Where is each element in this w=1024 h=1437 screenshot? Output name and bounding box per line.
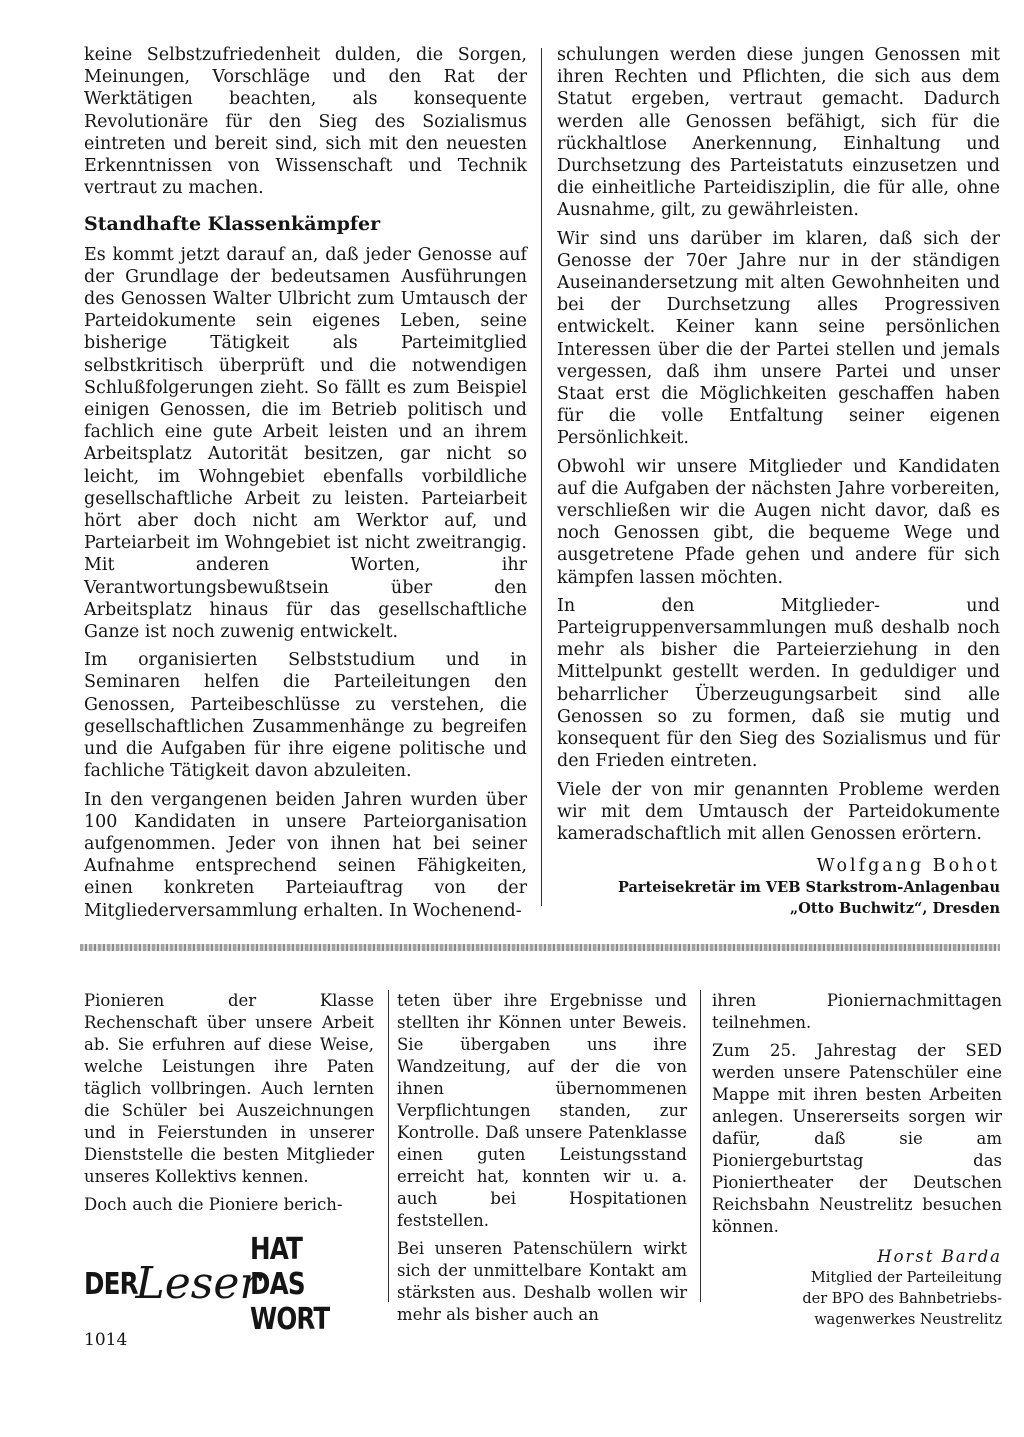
letter-column-2 (397, 990, 687, 1332)
article-paragraph: keine Selbstzufriedenheit dulden, die Sorgen, Meinungen, Vorschläge und den Rat der Werktätigen beachten, als konsequente Revolutionäre für den Sieg des Sozialismus eintreten und bereit sind, sich mit den neuesten Erkenntnissen von Wissenschaft und Technik vertraut zu machen. (84, 45, 527, 199)
article-paragraph: Es kommt jetzt darauf an, daß jeder Genosse auf der Grundlage der bedeutsamen Ausführungen des Genossen Walter Ulbricht zum Umtausch der Parteidokumente sein eigenes Leben, seine bisherige Tätigkeit als Parteimitglied selbstkritisch überprüft und die notwendigen Schlußfolgerungen zieht. So fällt es zum Beispiel einigen Genossen, die im Betrieb politisch und fachlich eine gute Arbeit leisten und an ihrem Arbeitsplatz Autorität besitzen, gar nicht so leicht, im Wohngebiet ebenfalls vorbildliche gesellschaftliche Arbeit zu leisten. Parteiarbeit hört aber doch nicht am Werktor auf, und Parteiarbeit im Wohngebiet ist nicht zweitrangig. Mit anderen Worten, ihr Verantwortungsbewußtsein über den Arbeitsplatz hinaus für das gesellschaftliche Ganze ist noch zuwenig entwickelt. (84, 244, 527, 643)
author-name: Wolfgang Bohot (816, 856, 1000, 877)
article-column-left (84, 44, 527, 928)
logo-word-leser: Leser (135, 1258, 261, 1309)
page-number: 1014 (84, 1330, 128, 1350)
letter-column-1 (84, 990, 374, 1222)
article-paragraph: schulungen werden diese jungen Genossen mit ihren Rechten und Pflichten, die sich aus dem Statut ergeben, vertraut gemacht. Dadurch werden alle Genossen befähigt, sich für die rückhaltlose Anerkennung, Einhaltung und Durchsetzung des Parteistatuts einzusetzen und die einheitliche Parteidisziplin, die für alle, ohne Ausnahme, gilt, zu gewährleisten. (557, 45, 1000, 221)
article-paragraph: Im organisierten Selbststudium und in Seminaren helfen die Parteileitungen den Genossen, Parteibeschlüsse zu verstehen, die gesellschaftlichen Zusammenhänge zu begreifen und die Aufgaben für ihre eigene politische und fachliche Tätigkeit davon abzuleiten. (84, 650, 527, 782)
column-divider (700, 990, 701, 1302)
letter-column-3 (712, 990, 1002, 1331)
letter-paragraph: ihren Pioniernachmittagen teilnehmen. (712, 991, 1002, 1032)
column-divider (388, 990, 389, 1302)
section-heading: Standhafte Klassenkämpfer (84, 213, 381, 236)
letter-author-title: Mitglied der Parteileitung (810, 1270, 1002, 1286)
author-affiliation: „Otto Buchwitz“, Dresden (789, 900, 1000, 918)
der-leser-hat-das-wort-logo (84, 1231, 364, 1337)
article-column-right (557, 44, 1000, 919)
article-paragraph: In den Mitglieder- und Parteigruppenversammlungen muß deshalb noch mehr als bisher die Parteierziehung in den Mittelpunkt gestellt werden. In geduldiger und beharrlicher Überzeugungsarbeit sind alle Genossen so zu formen, daß sie mutig und konsequent für den Sieg des Sozialismus und für den Frieden eintreten. (557, 595, 1000, 772)
logo-word-hat-das-wort: HAT DAS WORT (250, 1231, 330, 1337)
article-paragraph: In den vergangenen beiden Jahren wurden über 100 Kandidaten in unsere Parteiorganisation aufgenommen. Jeder von ihnen hat bei seiner Aufnahme entsprechend seinen Fähigkeiten, einen konkreten Parteiauftrag von der Mitgliederversammlung erhalten. In Wochenend- (84, 789, 527, 921)
article-paragraph: Obwohl wir unsere Mitglieder und Kandidaten auf die Aufgaben der nächsten Jahre vorbereiten, verschließen wir die Augen nicht davor, daß es noch Genossen gibt, die bequeme Wege und ausgetretene Pfade gehen und andere für sich kämpfen lassen möchten. (557, 456, 1000, 588)
logo-word-der: DER (84, 1266, 138, 1302)
letter-paragraph: teten über ihre Ergebnisse und stellten ihr Können unter Beweis. Sie übergaben uns ihre Wandzeitung, auf der die von ihnen übernommenen Verpflichtungen standen, zur Kontrolle. Daß unsere Patenklasse einen guten Leistungsstand erreicht hat, konnten wir u. a. auch bei Hospitationen feststellen. (397, 991, 687, 1230)
article-paragraph: Viele der von mir genannten Probleme werden wir mit dem Umtausch der Parteidokumente kameradschaftlich mit allen Genossen erörtern. (557, 779, 1000, 844)
author-title: Parteisekretär im VEB Starkstrom-Anlagenbau (617, 879, 1000, 897)
letter-author-name: Horst Barda (877, 1247, 1002, 1266)
letter-paragraph: Doch auch die Pioniere berich- (84, 1195, 343, 1214)
column-divider (541, 48, 542, 906)
article-paragraph: Wir sind uns darüber im klaren, daß sich der Genosse der 70er Jahre nur in der ständigen Auseinandersetzung mit alten Gewohnheiten und bei der Durchsetzung alles Progressiven entwickelt. Keiner kann seine persönlichen Interessen über die der Partei stellen und jemals vergessen, daß ihm unsere Partei und unser Staat erst die Möglichkeiten geschaffen haben für die volle Entfaltung seiner eigenen Persönlichkeit. (557, 228, 1000, 449)
letter-paragraph: Bei unseren Patenschülern wirkt sich der unmittelbare Kontakt am stärksten aus. Deshalb wollen wir mehr als bisher auch an (397, 1239, 687, 1324)
section-divider (80, 944, 1000, 951)
letter-author-title: der BPO des Bahnbetriebs- (802, 1291, 1002, 1307)
letter-author-title: wagenwerkes Neustrelitz (814, 1312, 1002, 1328)
letter-paragraph: Zum 25. Jahrestag der SED werden unsere Patenschüler eine Mappe mit ihren besten Arbeiten anlegen. Unsererseits sorgen wir dafür, daß sie am Pioniergeburtstag das Pioniertheater der Deutschen Reichsbahn Neustrelitz besuchen können. (712, 1041, 1002, 1236)
letter-paragraph: Pionieren der Klasse Rechenschaft über unsere Arbeit ab. Sie erfuhren auf diese Weise, welche Leistungen ihre Paten täglich vollbringen. Auch lernten die Schüler bei Auszeichnungen und in Feierstunden in unserer Dienststelle die besten Mitglieder unseres Kollektivs kennen. (84, 991, 374, 1186)
